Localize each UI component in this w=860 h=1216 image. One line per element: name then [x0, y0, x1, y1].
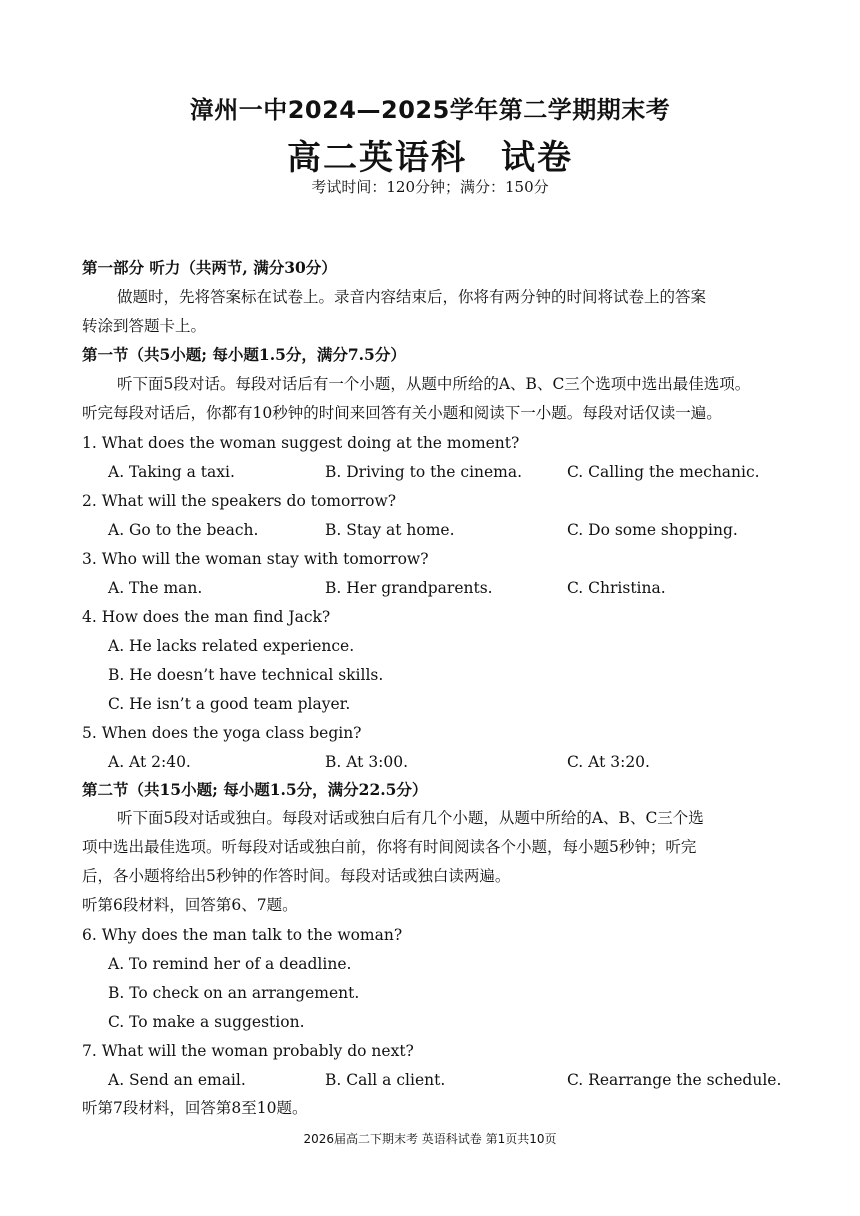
section2-intro-line1: 听下面5段对话或独白。每段对话或独白后有几个小题，从题中所给的A、B、C三个选: [117, 809, 704, 827]
page-footer: 2026届高二下期末考 英语科试卷 第1页共10页: [303, 1132, 557, 1146]
question-stem: 5. When does the yoga class begin?: [82, 724, 362, 742]
section1-heading: 第一节（共5小题; 每小题1.5分，满分7.5分）: [82, 345, 406, 364]
option-c: C. Do some shopping.: [567, 521, 738, 539]
section2-intro-line3: 后，各小题将给出5秒钟的作答时间。每段对话或独白读两遍。: [82, 867, 511, 885]
part1-intro-line2: 转涂到答题卡上。: [82, 317, 207, 335]
exam-time-info: 考试时间：120分钟；满分：150分: [311, 178, 549, 196]
material-7-instruction: 听第7段材料，回答第8至10题。: [82, 1099, 308, 1117]
exam-subject-title: [0, 130, 860, 179]
section1-intro-line1: 听下面5段对话。每段对话后有一个小题，从题中所给的A、B、C三个选项中选出最佳选项。: [117, 375, 751, 393]
option-c: C. At 3:20.: [567, 753, 650, 771]
part1-intro-line1: 做题时，先将答案标在试卷上。录音内容结束后，你将有两分钟的时间将试卷上的答案: [117, 288, 707, 306]
option-b: B. To check on an arrangement.: [108, 984, 360, 1002]
section2-heading: 第二节（共15小题; 每小题1.5分，满分22.5分）: [82, 780, 428, 799]
option-b: B. At 3:00.: [325, 753, 409, 771]
option-b: B. Driving to the cinema.: [325, 463, 523, 481]
option-a: A. He lacks related experience.: [108, 637, 355, 655]
option-b: B. Her grandparents.: [325, 579, 493, 597]
exam-title: 漳州一中2024—2025学年第二学期期末考: [189, 96, 671, 124]
option-c: C. To make a suggestion.: [108, 1013, 305, 1031]
question-stem: 4. How does the man find Jack?: [82, 608, 331, 626]
option-a: A. Send an email.: [108, 1071, 246, 1089]
question-stem: 6. Why does the man talk to the woman?: [82, 926, 403, 944]
option-b: B. Call a client.: [325, 1071, 446, 1089]
section1-intro-line2: 听完每段对话后，你都有10秒钟的时间来回答有关小题和阅读下一小题。每段对话仅读一遍。: [82, 404, 722, 422]
question-stem: 3. Who will the woman stay with tomorrow?: [82, 550, 429, 568]
paper-label: 试卷: [501, 138, 573, 178]
option-a: A. Taking a taxi.: [108, 463, 235, 481]
question-stem: 7. What will the woman probably do next?: [82, 1042, 414, 1060]
section2-intro-line2: 项中选出最佳选项。听每段对话或独白前，你将有时间阅读各个小题，每小题5秒钟；听完: [82, 838, 697, 856]
option-c: C. Rearrange the schedule.: [567, 1071, 782, 1089]
option-c: C. He isn’t a good team player.: [108, 695, 351, 713]
option-c: C. Christina.: [567, 579, 666, 597]
option-a: A. To remind her of a deadline.: [108, 955, 352, 973]
part1-heading: 第一部分 听力（共两节, 满分30分）: [82, 258, 337, 277]
option-a: A. Go to the beach.: [108, 521, 259, 539]
subject-label: 高二英语科: [287, 138, 467, 178]
question-stem: 2. What will the speakers do tomorrow?: [82, 492, 397, 510]
option-b: B. He doesn’t have technical skills.: [108, 666, 384, 684]
material-6-instruction: 听第6段材料，回答第6、7题。: [82, 896, 298, 914]
question-stem: 1. What does the woman suggest doing at the moment?: [82, 434, 520, 452]
option-c: C. Calling the mechanic.: [567, 463, 760, 481]
option-a: A. The man.: [108, 579, 203, 597]
option-a: A. At 2:40.: [108, 753, 191, 771]
option-b: B. Stay at home.: [325, 521, 455, 539]
